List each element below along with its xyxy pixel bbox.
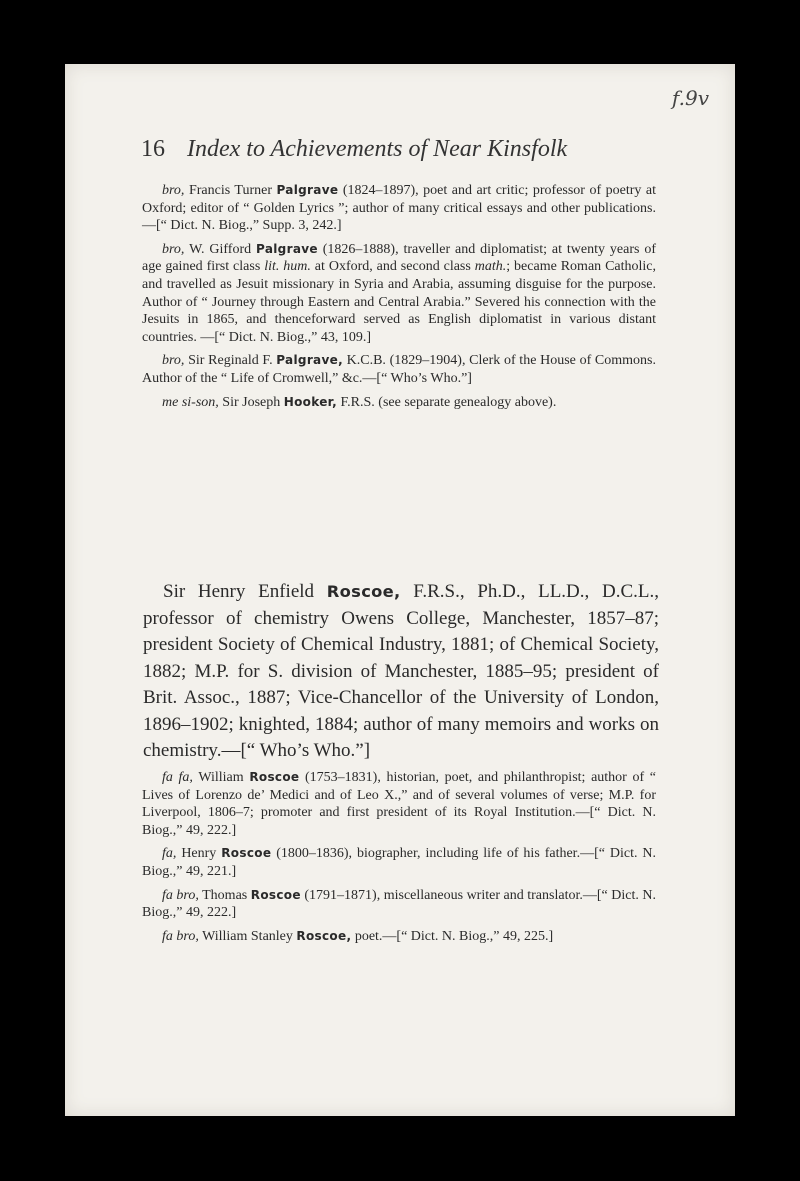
surname: Palgrave,: [276, 353, 343, 368]
entry-text: (1791–1871), miscellaneous writer and translator.—[“ Dict. N. Biog.,” 49, 222.]: [142, 887, 657, 921]
entry-gifford-palgrave: bro, W. Gifford Palgrave (1826–1888), traveller and diplomatist; at twenty years of age gained first class lit. hum. at Oxford, and second class math.; became Roman Catholic, and travelled as Jesuit missionary in Syria and Arabia, assuming disguise for the purpose. Author of “ Journey through Eastern and Central Arabia.” Severed his connection with the Jesuits in 1865, and thenceforward served as English diplomatist in various distant countries. —[“ Dict. N. Biog.,” 43, 109.]: [142, 241, 657, 345]
surname: Roscoe: [250, 887, 301, 902]
entry-reginald-palgrave: bro, Sir Reginald F. Palgrave, K.C.B. (1829–1904), Clerk of the House of Commons. Author of the “ Life of Cromwell,” &c.—[“ Who’s Who.”]: [142, 353, 656, 386]
surname: Roscoe,: [326, 582, 401, 601]
roscoe-entries: [142, 769, 656, 951]
entry-text: K.C.B. (1829–1904), Clerk of the House of Commons. Author of the “ Life of Cromwell,” &c.—[“ Who’s Who.”]: [142, 353, 656, 386]
book-page: [65, 64, 735, 1116]
entry-joseph-hooker: me si-son, Sir Joseph Hooker, F.R.S. (see separate genealogy above).: [162, 394, 557, 410]
surname: Roscoe: [249, 770, 300, 784]
entry-text: F.R.S., Ph.D., LL.D., D.C.L., professor of chemistry Owens College, Manchester, 1857–87; president Society of Chemical Industry, 1881; of Chemical Society, 1882; M.P. for S. division of Manchester, 1885–95; president of Brit. Assoc., 1887; Vice-Chancellor of the University of London, 1896–1902; knighted, 1884; author of many memoirs and works on chemistry.—[“ Who’s Who.”]: [143, 581, 660, 761]
entry-text: F.R.S. (see separate genealogy above).: [337, 394, 557, 410]
entry-text: (1824–1897), poet and art critic; professor of poetry at Oxford; editor of “ Golden Lyrics ”; author of many critical essays and other publications.—[“ Dict. N. Biog.,” Supp. 3, 242.]: [142, 183, 656, 234]
relation-label: me si-son,: [162, 394, 219, 410]
entry-william-roscoe: fa fa, William Roscoe (1753–1831), historian, poet, and philanthropist; author of “ Lives of Lorenzo de’ Medici and of Leo X.,” and of several volumes of verse; M.P. for Liverpool, 1806–7; promoter and first president of its Royal Institution.—[“ Dict. N. Biog.,” 49, 222.]: [142, 770, 657, 838]
entry-francis-palgrave: bro, Francis Turner Palgrave (1824–1897), poet and art critic; professor of poetry at Oxford; editor of “ Golden Lyrics ”; author of many critical essays and other publications.—[“ Dict. N. Biog.,” Supp. 3, 242.]: [142, 183, 656, 234]
relation-label: fa bro,: [162, 887, 199, 903]
entry-henry-enfield-roscoe: Sir Henry Enfield Roscoe, F.R.S., Ph.D., LL.D., D.C.L., professor of chemistry Owens College, Manchester, 1857–87; president Society of Chemical Industry, 1881; of Chemical Society, 1882; M.P. for S. division of Manchester, 1885–95; president of Brit. Assoc., 1887; Vice-Chancellor of the University of London, 1896–1902; knighted, 1884; author of many memoirs and works on chemistry.—[“ Who’s Who.”]: [143, 581, 660, 761]
relation-label: bro,: [162, 241, 185, 257]
page-header: [141, 136, 567, 163]
relation-label: fa,: [162, 846, 177, 862]
folio-annotation: f.9v: [671, 86, 709, 110]
relation-label: fa fa,: [162, 770, 193, 785]
entry-thomas-roscoe: fa bro, Thomas Roscoe (1791–1871), miscellaneous writer and translator.—[“ Dict. N. Biog.,” 49, 222.]: [142, 887, 657, 921]
palgrave-entries: [142, 182, 656, 417]
entry-william-stanley-roscoe: fa bro, William Stanley Roscoe, poet.—[“ Dict. N. Biog.,” 49, 225.]: [162, 928, 554, 944]
entry-text: (1753–1831), historian, poet, and philanthropist; author of “ Lives of Lorenzo de’ Medici and of Leo X.,” and of several volumes of verse; M.P. for Liverpool, 1806–7; promoter and first president of its Royal Institution.—[“ Dict. N. Biog.,” 49, 222.]: [142, 770, 657, 838]
entry-text: (1800–1836), biographer, including life of his father.—[“ Dict. N. Biog.,” 49, 221.]: [142, 846, 656, 879]
relation-label: bro,: [162, 183, 185, 198]
surname: Palgrave: [256, 241, 318, 256]
relation-label: fa bro,: [162, 928, 199, 944]
page-number: 16: [141, 136, 165, 162]
surname: Roscoe: [221, 846, 272, 861]
entry-henry-roscoe: fa, Henry Roscoe (1800–1836), biographer, including life of his father.—[“ Dict. N. Biog.,” 49, 221.]: [142, 846, 656, 879]
entry-text: poet.—[“ Dict. N. Biog.,” 49, 225.]: [351, 928, 554, 944]
surname: Hooker,: [283, 394, 338, 409]
surname: Palgrave: [276, 183, 339, 197]
surname: Roscoe,: [296, 928, 352, 943]
running-title: Index to Achievements of Near Kinsfolk: [187, 136, 568, 162]
relation-label: bro,: [162, 353, 185, 369]
main-entry-roscoe: [143, 579, 659, 771]
